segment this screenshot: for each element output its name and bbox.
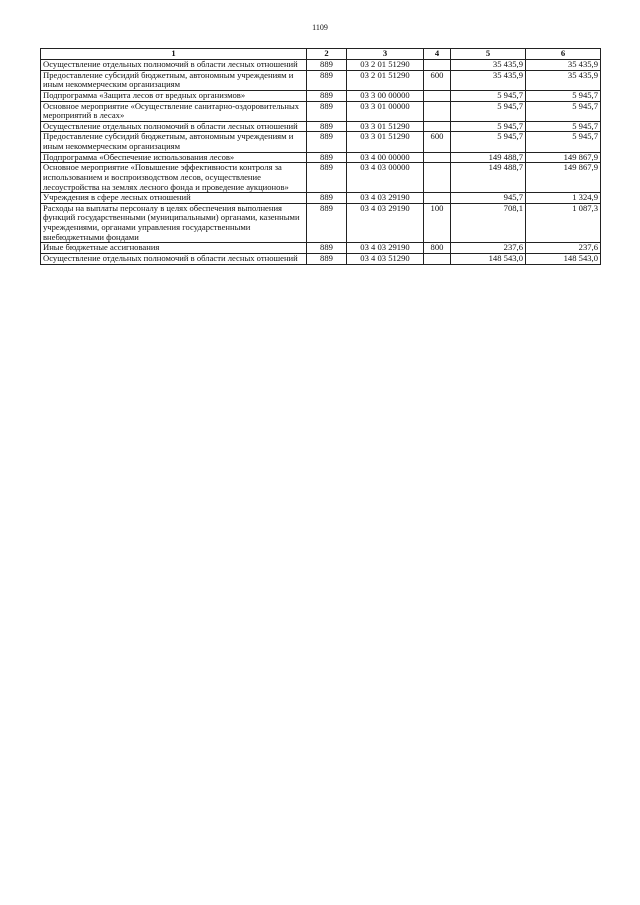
row-csr-cell: 03 4 03 00000 bbox=[347, 163, 424, 193]
row-sum-2023-cell: 149 488,7 bbox=[451, 163, 526, 193]
row-sum-2023-cell: 5 945,7 bbox=[451, 90, 526, 101]
table-row bbox=[41, 203, 601, 243]
column-header: 6 bbox=[526, 49, 601, 60]
table-row bbox=[41, 163, 601, 193]
row-gr-cell: 889 bbox=[307, 243, 347, 254]
row-gr-cell: 889 bbox=[307, 60, 347, 71]
row-gr-cell: 889 bbox=[307, 253, 347, 264]
row-csr-cell: 03 4 03 29190 bbox=[347, 243, 424, 254]
row-vr-cell bbox=[424, 101, 451, 121]
row-sum-2023-cell: 5 945,7 bbox=[451, 121, 526, 132]
row-gr-cell: 889 bbox=[307, 90, 347, 101]
column-header: 5 bbox=[451, 49, 526, 60]
row-sum-2023-cell: 708,1 bbox=[451, 203, 526, 243]
row-csr-cell: 03 4 00 00000 bbox=[347, 152, 424, 163]
row-sum-2024-cell: 5 945,7 bbox=[526, 121, 601, 132]
column-header: 1 bbox=[41, 49, 307, 60]
row-csr-cell: 03 2 01 51290 bbox=[347, 60, 424, 71]
row-name-cell: Осуществление отдельных полномочий в области лесных отношений bbox=[41, 60, 307, 71]
row-sum-2024-cell: 1 324,9 bbox=[526, 193, 601, 204]
row-name-cell: Учреждения в сфере лесных отношений bbox=[41, 193, 307, 204]
row-csr-cell: 03 2 01 51290 bbox=[347, 70, 424, 90]
row-gr-cell: 889 bbox=[307, 101, 347, 121]
row-vr-cell: 800 bbox=[424, 243, 451, 254]
row-vr-cell: 100 bbox=[424, 203, 451, 243]
page-number: 1109 bbox=[312, 23, 328, 32]
row-name-cell: Предоставление субсидий бюджетным, автономным учреждениям и иным некоммерческим организациям bbox=[41, 132, 307, 152]
row-sum-2024-cell: 35 435,9 bbox=[526, 60, 601, 71]
row-name-cell: Иные бюджетные ассигнования bbox=[41, 243, 307, 254]
table-row bbox=[41, 60, 601, 71]
row-vr-cell bbox=[424, 193, 451, 204]
row-sum-2023-cell: 149 488,7 bbox=[451, 152, 526, 163]
table-row bbox=[41, 243, 601, 254]
column-header: 3 bbox=[347, 49, 424, 60]
row-sum-2024-cell: 149 867,9 bbox=[526, 152, 601, 163]
row-sum-2023-cell: 35 435,9 bbox=[451, 60, 526, 71]
row-vr-cell bbox=[424, 60, 451, 71]
table-row bbox=[41, 121, 601, 132]
row-csr-cell: 03 3 01 00000 bbox=[347, 101, 424, 121]
row-sum-2023-cell: 945,7 bbox=[451, 193, 526, 204]
row-gr-cell: 889 bbox=[307, 193, 347, 204]
row-csr-cell: 03 4 03 29190 bbox=[347, 193, 424, 204]
budget-table bbox=[40, 48, 601, 265]
row-sum-2023-cell: 5 945,7 bbox=[451, 132, 526, 152]
row-vr-cell bbox=[424, 253, 451, 264]
row-csr-cell: 03 3 01 51290 bbox=[347, 132, 424, 152]
row-name-cell: Подпрограмма «Защита лесов от вредных организмов» bbox=[41, 90, 307, 101]
row-gr-cell: 889 bbox=[307, 132, 347, 152]
row-csr-cell: 03 4 03 51290 bbox=[347, 253, 424, 264]
row-gr-cell: 889 bbox=[307, 163, 347, 193]
row-sum-2024-cell: 5 945,7 bbox=[526, 90, 601, 101]
column-header: 4 bbox=[424, 49, 451, 60]
row-csr-cell: 03 3 00 00000 bbox=[347, 90, 424, 101]
row-sum-2024-cell: 237,6 bbox=[526, 243, 601, 254]
table-row bbox=[41, 101, 601, 121]
column-header: 2 bbox=[307, 49, 347, 60]
table-header-row bbox=[41, 49, 601, 60]
row-name-cell: Осуществление отдельных полномочий в области лесных отношений bbox=[41, 121, 307, 132]
row-vr-cell: 600 bbox=[424, 70, 451, 90]
row-gr-cell: 889 bbox=[307, 70, 347, 90]
row-vr-cell: 600 bbox=[424, 132, 451, 152]
table-row bbox=[41, 193, 601, 204]
row-name-cell: Осуществление отдельных полномочий в области лесных отношений bbox=[41, 253, 307, 264]
row-name-cell: Основное мероприятие «Повышение эффективности контроля за использованием и воспроизводством лесов, осуществление лесоустройства на землях лесного фонда и проведение аукционов» bbox=[41, 163, 307, 193]
row-csr-cell: 03 4 03 29190 bbox=[347, 203, 424, 243]
row-name-cell: Предоставление субсидий бюджетным, автономным учреждениям и иным некоммерческим организациям bbox=[41, 70, 307, 90]
row-sum-2024-cell: 148 543,0 bbox=[526, 253, 601, 264]
row-sum-2024-cell: 5 945,7 bbox=[526, 132, 601, 152]
table-row bbox=[41, 90, 601, 101]
row-name-cell: Подпрограмма «Обеспечение использования лесов» bbox=[41, 152, 307, 163]
table-row bbox=[41, 132, 601, 152]
row-sum-2023-cell: 35 435,9 bbox=[451, 70, 526, 90]
row-sum-2024-cell: 5 945,7 bbox=[526, 101, 601, 121]
row-name-cell: Расходы на выплаты персоналу в целях обеспечения выполнения функций государственными (муниципальными) органами, казенными учреждениями, органами управления государственными внебюджетными фондами bbox=[41, 203, 307, 243]
table-row bbox=[41, 152, 601, 163]
row-sum-2023-cell: 237,6 bbox=[451, 243, 526, 254]
row-sum-2024-cell: 35 435,9 bbox=[526, 70, 601, 90]
row-name-cell: Основное мероприятие «Осуществление санитарно-оздоровительных мероприятий в лесах» bbox=[41, 101, 307, 121]
budget-table-body bbox=[41, 49, 601, 265]
row-sum-2024-cell: 149 867,9 bbox=[526, 163, 601, 193]
row-vr-cell bbox=[424, 121, 451, 132]
row-sum-2023-cell: 5 945,7 bbox=[451, 101, 526, 121]
row-gr-cell: 889 bbox=[307, 203, 347, 243]
row-vr-cell bbox=[424, 152, 451, 163]
row-gr-cell: 889 bbox=[307, 152, 347, 163]
row-csr-cell: 03 3 01 51290 bbox=[347, 121, 424, 132]
row-sum-2024-cell: 1 087,3 bbox=[526, 203, 601, 243]
row-gr-cell: 889 bbox=[307, 121, 347, 132]
row-sum-2023-cell: 148 543,0 bbox=[451, 253, 526, 264]
table-row bbox=[41, 253, 601, 264]
row-vr-cell bbox=[424, 163, 451, 193]
row-vr-cell bbox=[424, 90, 451, 101]
table-row bbox=[41, 70, 601, 90]
